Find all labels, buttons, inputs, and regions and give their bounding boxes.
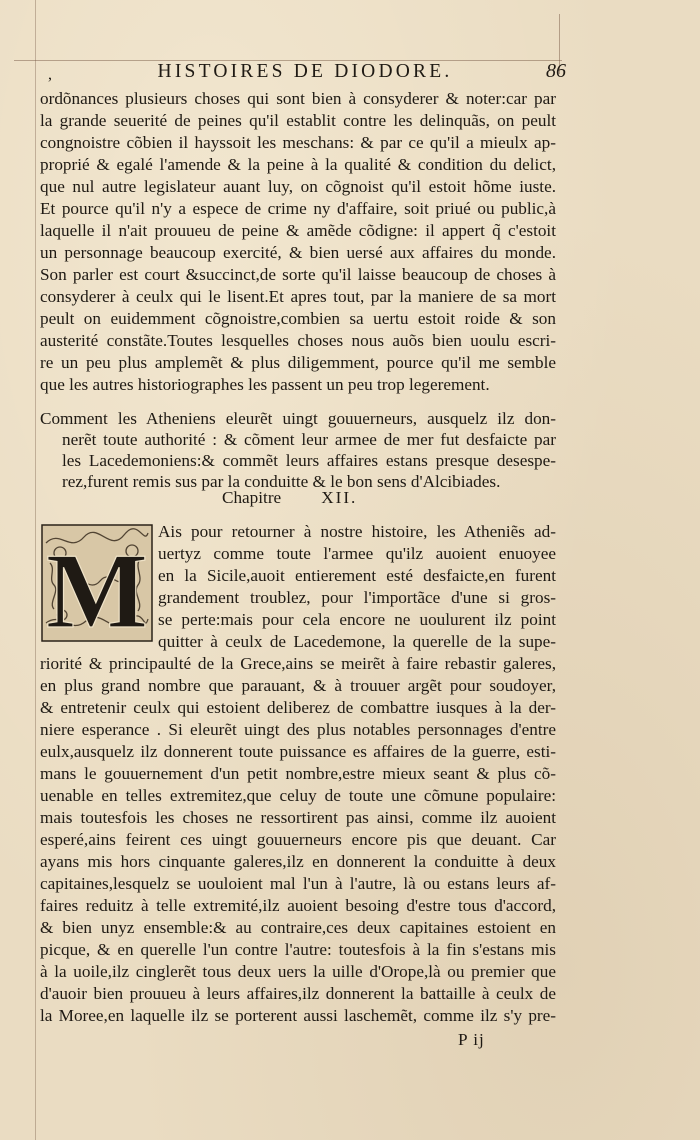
text-line: niere esperance . Si eleurẽt uingt des plus notables personnages d'entre (40, 720, 556, 739)
text-line: que les autres historiographes les passent un peu trop legerement. (40, 375, 490, 394)
text-line: d'auoir bien prouueu à leurs affaires,ilz donnerent la battaille à ceulx de (40, 984, 556, 1003)
running-title: HISTOIRES DE DIODORE. (157, 61, 453, 82)
running-header (40, 60, 570, 88)
summary-line: rez,furent remis sus par la conduitte & le bon sens d'Alcibiades. (62, 472, 501, 491)
text-line: mais toutesfois les choses ne ressortirent pas ainsi, comme ilz auoient (40, 808, 556, 827)
text-line: capitaines,lesquelz se uouloient mal l'un à l'autre, là ou estans leurs af- (40, 874, 556, 893)
text-line: riorité & principaulté de la Grece,ains se meirẽt à faire rebastir galeres, (40, 654, 556, 673)
text-line: ordõnances plusieurs choses qui sont bien à consyderer & noter:car par (40, 89, 556, 108)
signature-mark: P ij (458, 1030, 485, 1049)
text-line: Ais pour retourner à nostre histoire, les Atheniẽs ad- (158, 522, 556, 541)
text-line: & entretenir ceulx qui estoient deliberez de combattre iusques à la der- (40, 698, 556, 717)
decorated-initial (40, 523, 154, 643)
folio-number: 86 (546, 60, 566, 82)
text-line: Et pource qu'il n'y a espece de crime ny d'affaire, soit priué ou public,à (40, 199, 556, 218)
text-line: la Moree,en laquelle ilz se porterent aussi laschemẽt, comme ilz s'y pre- (40, 1006, 556, 1025)
text-line: que nul autre legislateur auant luy, on cõgnoist qu'il estoit hõme iuste. (40, 177, 556, 196)
text-line: picque, & en querelle l'un contre l'autre: toutesfois à la fin s'estans mis (40, 940, 556, 959)
text-line: proprié & egalé l'amende & la peine à la qualité & condition du delict, (40, 155, 556, 174)
text-line: Son parler est court &succinct,de sorte qu'il laisse beaucoup de choses à (40, 265, 556, 284)
margin-rule-vertical (35, 0, 36, 1140)
text-line: un personnage beaucoup exercité, & bien uersé aux affaires du monde. (40, 243, 556, 262)
text-line: uenable en telles extremitez,que celuy de toute une cõmune populaire: (40, 786, 556, 805)
text-line: austerité constãte.Toutes lesquelles choses nous auõs bien uoulu escri- (40, 331, 556, 350)
text-line: esperé,ains feirent ces uingt gouuerneurs encore pis que deuant. Car (40, 830, 556, 849)
text-line: mans le gouuernement d'un petit nombre,estre mieux seant & plus cõ- (40, 764, 556, 783)
summary-line: les Lacedemoniens:& commẽt leurs affaires estans presque desespe- (62, 451, 556, 470)
text-line: la grande seuerité de peines qu'il establit contre les delinquãs, on peult (40, 111, 556, 130)
chapter-label: Chapitre (222, 488, 282, 507)
text-line: à la uoile,ilz cinglerẽt tous deux uers la uille d'Orope,là ou premier que (40, 962, 556, 981)
text-line: se perte:mais pour cela encore ne uoulurent ilz point (158, 610, 556, 629)
text-line: & bien unyz ensemble:& au contraire,ces deux capitaines estoient en (40, 918, 556, 937)
text-line: grandement troublez, pour l'importãce d'une si gros- (158, 588, 556, 607)
initial-letter-glyph: M (46, 532, 148, 643)
text-line: consyderer à ceulx qui le lisent.Et apres tout, par la maniere de sa mort (40, 287, 556, 306)
text-line: en la Sicile,auoit entierement esté desfaicte,en furent (158, 566, 556, 585)
text-line: eulx,ausquelz ilz donnerent toute puissance es affaires de la guerre, esti- (40, 742, 556, 761)
header-mark: , (48, 66, 52, 83)
text-line: uertyz comme toute l'armee qu'ilz auoient enuoyee (158, 544, 556, 563)
text-line: congnoistre cõbien il hayssoit les meschans: & par ce qu'il a mieulx ap- (40, 133, 556, 152)
text-line: peult on euidemment cõgnoistre,combien sa uertu estoit roide & son (40, 309, 556, 328)
text-line: en plus grand nombre que parauant, & à trouuer argẽt pour soudoyer, (40, 676, 556, 695)
text-line: ayans mis hors cinquante galeres,ilz en donnerent la conduitte à deux (40, 852, 556, 871)
text-line: laquelle il n'ait prouueu de peine & amẽde cõdigne: il appert q̃ c'estoit (40, 221, 556, 240)
text-line: faires reduitz à telle extremité,ilz auoient besoing d'estre tous d'accord, (40, 896, 556, 915)
summary-line: Comment les Atheniens eleurẽt uingt gouuerneurs, ausquelz ilz don- (40, 409, 556, 428)
text-line: re un peu plus amplemẽt & plus diligemment, pource qu'il me semble (40, 353, 556, 372)
summary-line: nerẽt toute authorité : & cõment leur armee de mer fut desfaicte par (62, 430, 556, 449)
chapter-number: XII. (321, 488, 358, 507)
text-line: quitter à ceulx de Lacedemone, la querelle de la supe- (158, 632, 556, 651)
chapter-heading (222, 488, 357, 508)
